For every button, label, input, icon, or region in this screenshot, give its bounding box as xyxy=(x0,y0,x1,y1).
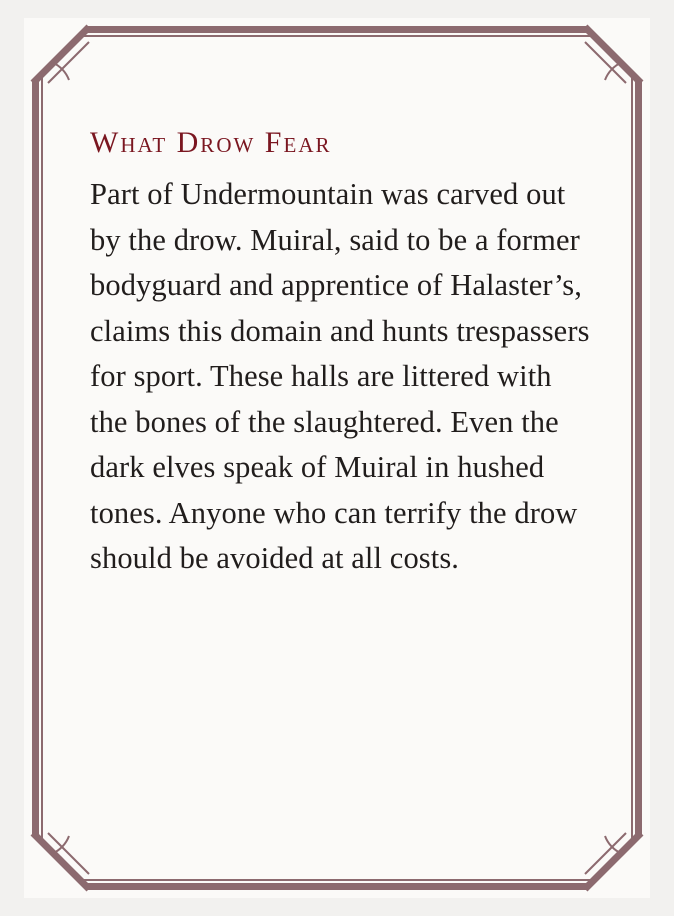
lore-card xyxy=(24,18,650,898)
card-body-text: Part of Undermountain was carved out by the drow. Muiral, said to be a former bodyguard and apprentice of Halaster’s, claims this domain and hunts trespassers for sport. These halls are littered with the bones of the slaughtered. Even the dark elves speak of Muiral in hushed tones. Anyone who can terrify the drow should be avoided at all costs. xyxy=(90,177,590,575)
card-title: What Drow Fear xyxy=(90,126,332,159)
card-content xyxy=(90,126,598,582)
